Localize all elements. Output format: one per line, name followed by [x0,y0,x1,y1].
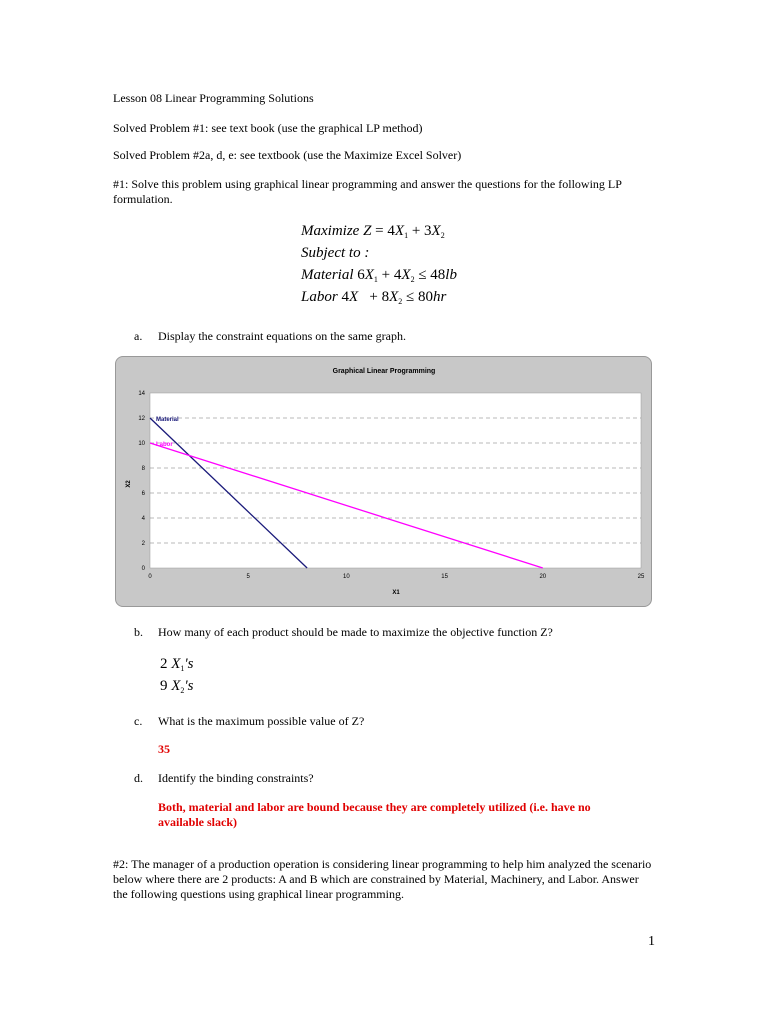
objective-rhs: = $4X_1 + 3X_2$ [375,223,445,240]
c-answer: 35 [158,742,170,756]
x-tick-label: 25 [637,574,645,580]
question-c-letter: c. [134,714,143,728]
labor-expr: $4X + 8X_2 \le 80hr$ [341,289,447,306]
x-tick-label: 5 [246,574,250,580]
d-answer: Both, material and labor are bound because they are completely utilized (i.e. have no available slack) [158,800,591,829]
question-c: What is the maximum possible value of Z? [158,714,365,728]
b-answer-1: 2 $X_1's$ [160,656,194,673]
material-expr: $6X_1 + 4X_2 \le 48lb$ [357,267,457,284]
y-tick-label: 8 [141,466,145,472]
solved-problem-1: Solved Problem #1: see text book (use the graphical LP method) [113,121,423,135]
x-tick-label: 10 [343,574,350,580]
solved-problem-2: Solved Problem #2a, d, e: see textbook (use the Maximize Excel Solver) [113,148,462,162]
problem-2-intro: #2: The manager of a production operation is considering linear programming to help him analyzed the scenario below where there are 2 products: A and B which are constrained by Material, Machinery, and Labor. Answer the following questions using graphical linear programming. [113,857,652,901]
lp-chart-svg [116,357,651,606]
y-tick-label: 0 [141,566,145,572]
question-a: Display the constraint equations on the same graph. [158,329,406,343]
question-d: Identify the binding constraints? [158,771,314,785]
plot-area [150,393,641,568]
labor-series-label: Labor [156,442,173,448]
labor-label: Labor [301,289,338,305]
y-tick-label: 12 [138,416,145,422]
material-series-label: Material [156,417,179,423]
chart-title: Graphical Linear Programming [332,368,436,375]
objective-line [301,220,457,242]
objective-prefix: Maximize Z [301,223,372,239]
page-number: 1 [648,934,655,949]
x-tick-label: 0 [148,574,152,580]
labor-constraint [301,286,457,308]
x-tick-label: 15 [441,574,448,580]
subject-to: Subject to : [301,245,370,261]
question-d-letter: d. [134,771,143,785]
question-b: How many of each product should be made to maximize the objective function Z? [158,625,553,639]
x-axis-label: X1 [392,590,400,596]
y-tick-label: 4 [141,516,145,522]
y-axis-label: X2 [126,480,132,488]
x-tick-label: 20 [539,574,547,580]
lp-chart [115,356,652,607]
problem-1-intro: #1: Solve this problem using graphical linear programming and answer the questions for the following LP formulation. [113,177,622,206]
y-tick-label: 10 [138,441,145,447]
lesson-title: Lesson 08 Linear Programming Solutions [113,91,314,105]
material-label: Material [301,267,354,283]
lp-formulation [301,220,457,308]
y-tick-label: 6 [141,491,145,497]
question-a-letter: a. [134,329,143,343]
y-tick-label: 14 [138,391,145,397]
b-answer-2: 9 $X_2's$ [160,678,194,695]
y-tick-label: 2 [141,541,145,547]
question-b-letter: b. [134,625,143,639]
material-constraint [301,264,457,286]
